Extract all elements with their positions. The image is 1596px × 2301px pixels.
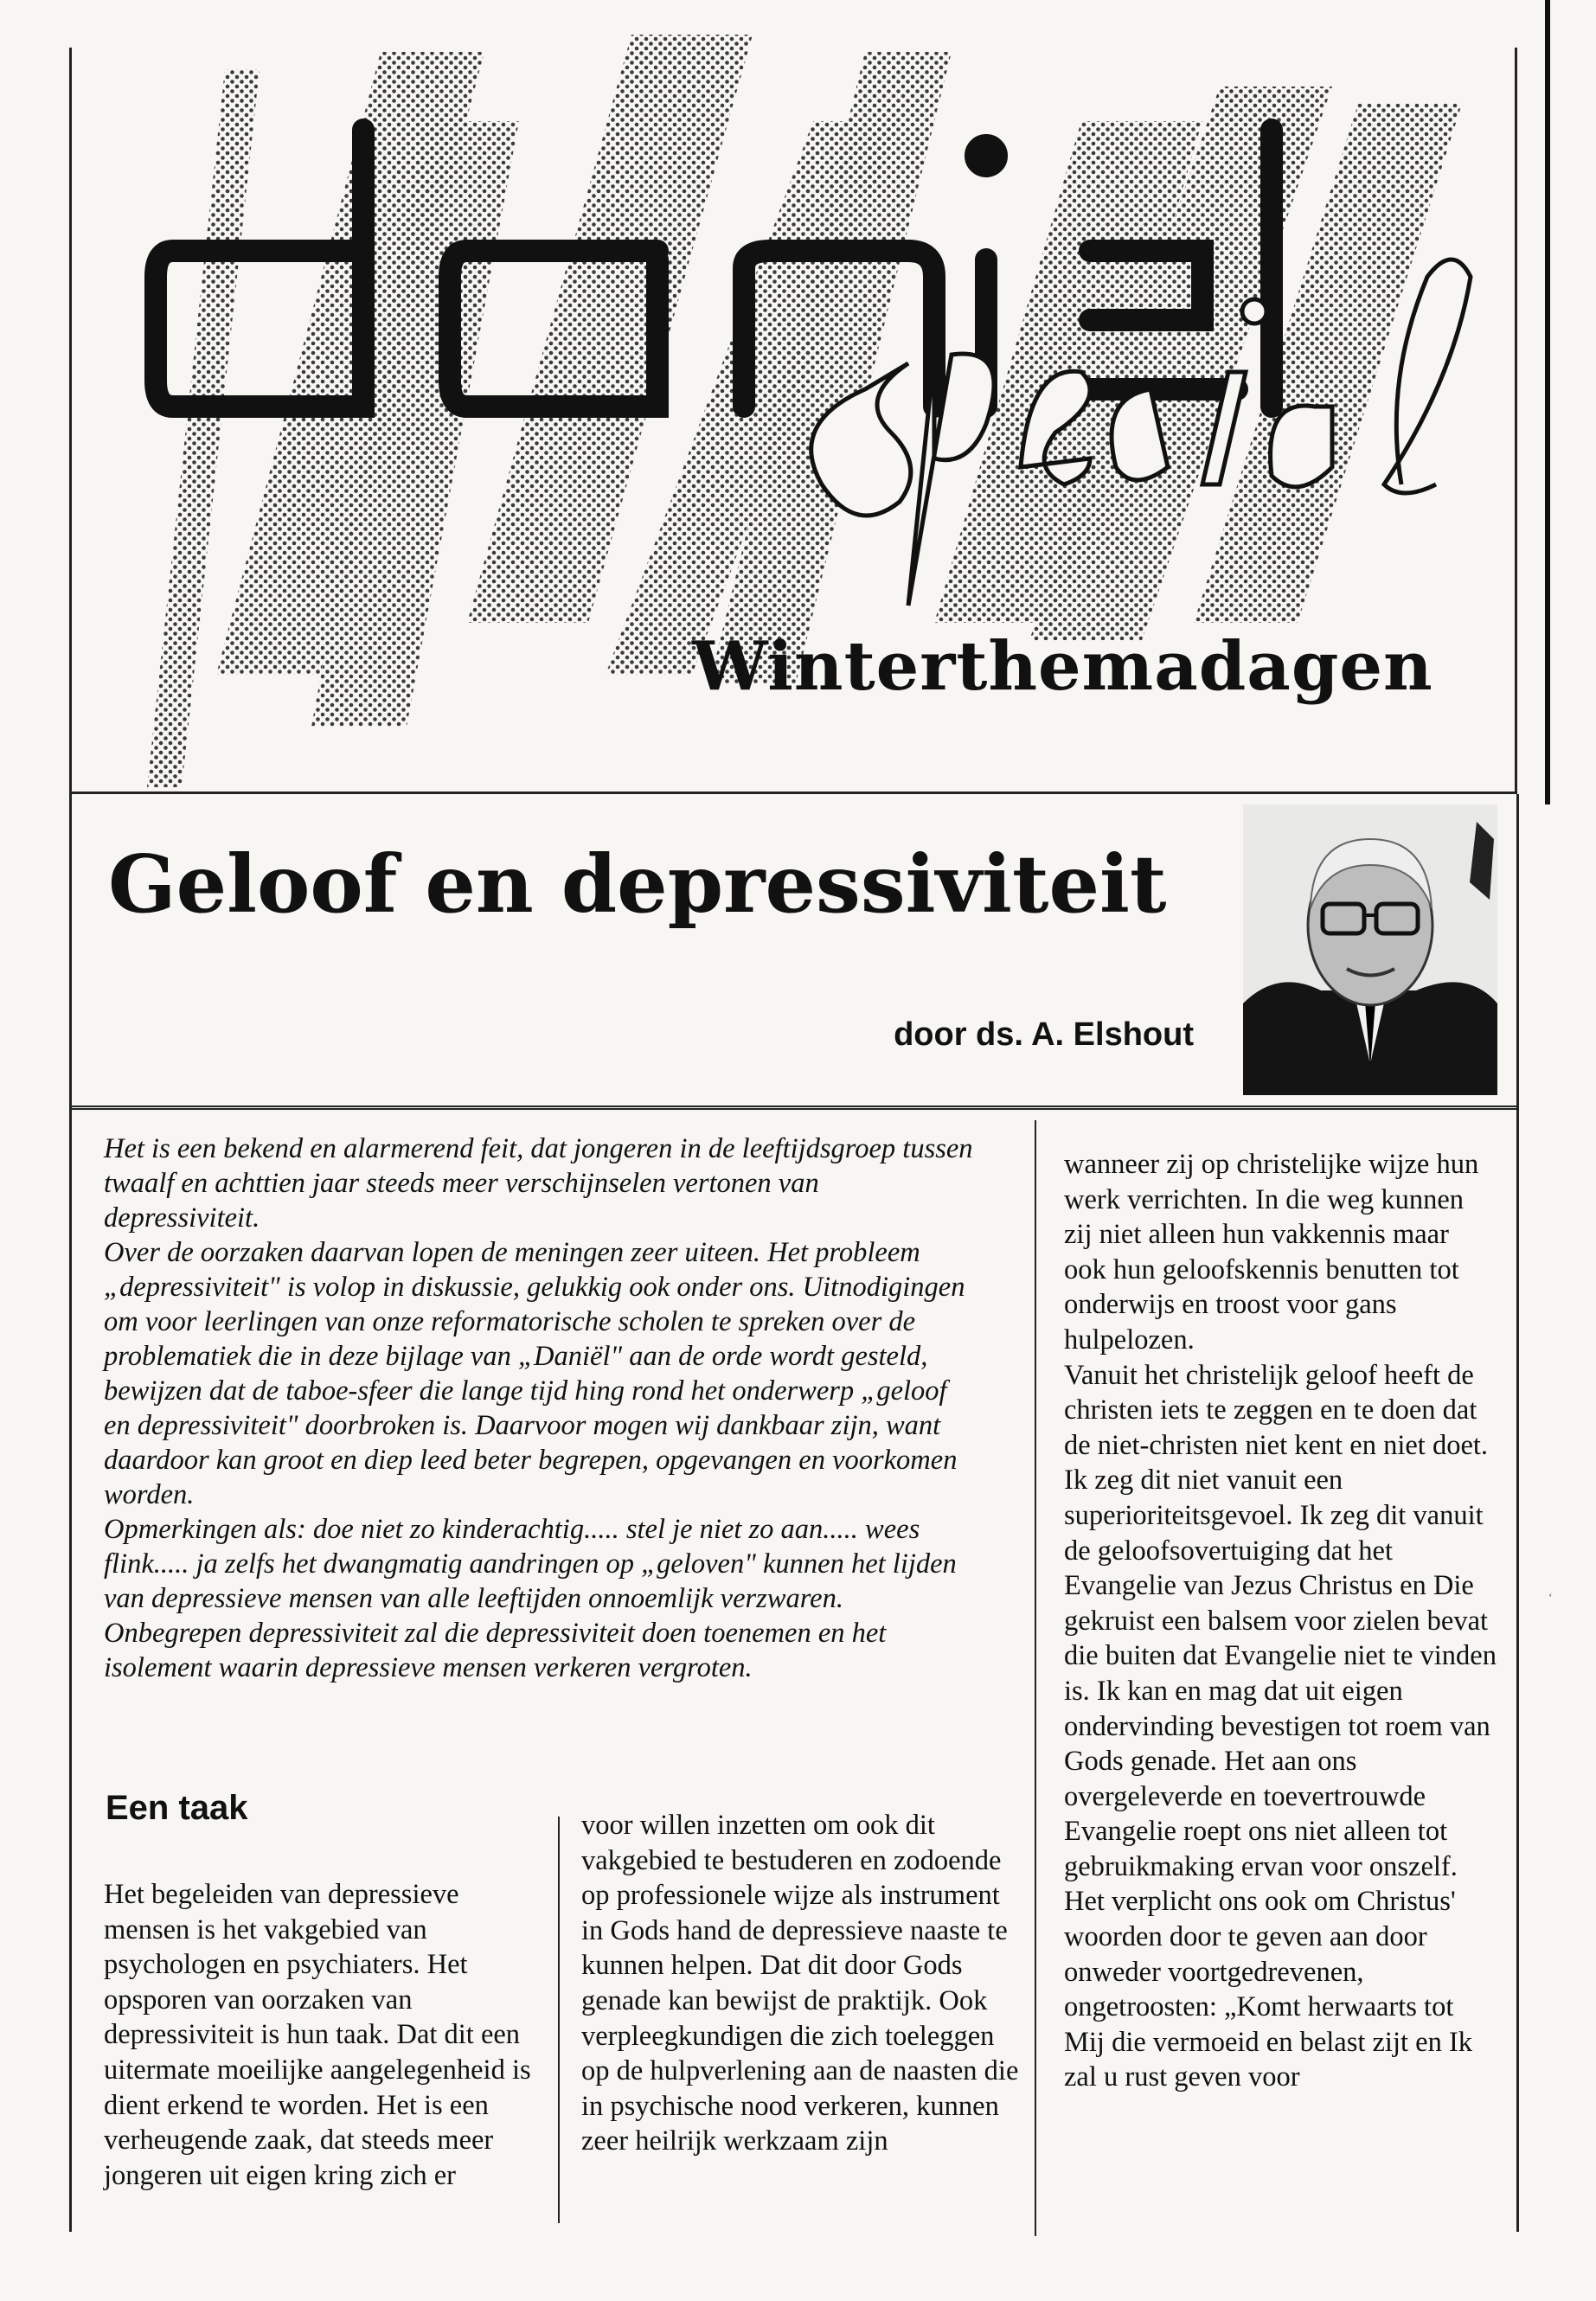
article-title: Geloof en depressiviteit — [108, 837, 1167, 931]
series-title: Winterthemadagen — [692, 627, 1433, 706]
column-3-text: wanneer zij op christelijke wijze hun werk verrichten. In die weg kunnen zij niet alleen hun vakkennis maar ook hun geloofskennis benutten tot onderwijs en troost voor gans hulpelozen. Vanuit het christelijk geloof heeft de christen iets te zeggen en te doen dat de niet-christen niet kent en niet doet. Ik zeg dit niet vanuit een superioriteitsgevoel. Ik zeg dit vanuit de geloofsovertuiging dat het Evangelie van Jezus Christus en Die gekruist een balsem voor zielen bevat die buiten dat Evangelie niet te vinden is. Ik kan en mag dat uit eigen ondervinding bevestigen tot roem van Gods genade. Het aan ons overgeleverde en toevertrouwde Evangelie roept ons niet alleen tot gebruikmaking ervan voor onszelf. Het verplicht ons ook om Christus' woorden door te geven aan door onweder voortgedrevenen, ongetroosten: „Komt herwaarts tot Mij die vermoeid en belast zijt en Ik zal u rust geven voor — [1064, 1149, 1497, 2093]
author-photo — [1243, 804, 1497, 1095]
column-1-text: Het begeleiden van depressieve mensen is het vakgebied van psychologen en psychiaters. Het opsporen van oorzaken van depressiviteit is hun taak. Dat dit een uitermate moeilijke aangelegenheid is dient erkend te worden. Het is een verheugende zaak, dat steeds meer jongeren uit eigen kring zich er — [104, 1879, 531, 2191]
intro-paragraph: Het is een bekend en alarmerend feit, dat jongeren in de leeftijdsgroep tussen twaalf en achttien jaar steeds meer verschijnselen vertonen van depressiviteit. Over de oorzaken daarvan lopen de meningen zeer uiteen. Het probleem „depressiviteit" is volop in diskussie, gelukkig ook onder ons. Uitnodigingen om voor leerlingen van onze reformatorische scholen te spreken over de problematiek die in deze bijlage van „Daniël" aan de orde wordt gesteld, bewijzen dat de taboe-sfeer die lange tijd hing rond het onderwerp „geloof en depressiviteit" doorbroken is. Daarvoor mogen wij dankbaar zijn, want daardoor kan groot en diep leed beter begrepen, opgevangen en voorkomen worden. Opmerkingen als: doe niet zo kinderachtig..... stel je niet zo aan..... wees flink..... ja zelfs het dwangmatig aandringen op „geloven" kunnen het lijden van depressieve mensen van alle leeftijden onnoemlijk verzwaren. Onbegrepen depressiviteit zal die depressiviteit doen toenemen en het isolement waarin depressieve mensen verkeren vergroten. — [104, 1133, 973, 1683]
scan-mark: ʻ — [1548, 1592, 1553, 1605]
page-edge — [1545, 0, 1550, 804]
section-heading: Een taak — [106, 1789, 248, 1827]
byline: door ds. A. Elshout — [894, 1016, 1194, 1053]
column-rule-middle — [558, 1817, 560, 2223]
column-rule-right — [1035, 1120, 1036, 2236]
column-2-text: voor willen inzetten om ook dit vakgebied te bestuderen en zodoende op professionele wijze als instrument in Gods hand de depressieve naaste te kunnen helpen. Dat dit door Gods genade kan bewijst de praktijk. Ook verpleegkundigen die zich toeleggen op de hulpverlening aan de naasten die in psychische nood verkeren, kunnen zeer heilrijk werkzaam zijn — [581, 1810, 1019, 2157]
